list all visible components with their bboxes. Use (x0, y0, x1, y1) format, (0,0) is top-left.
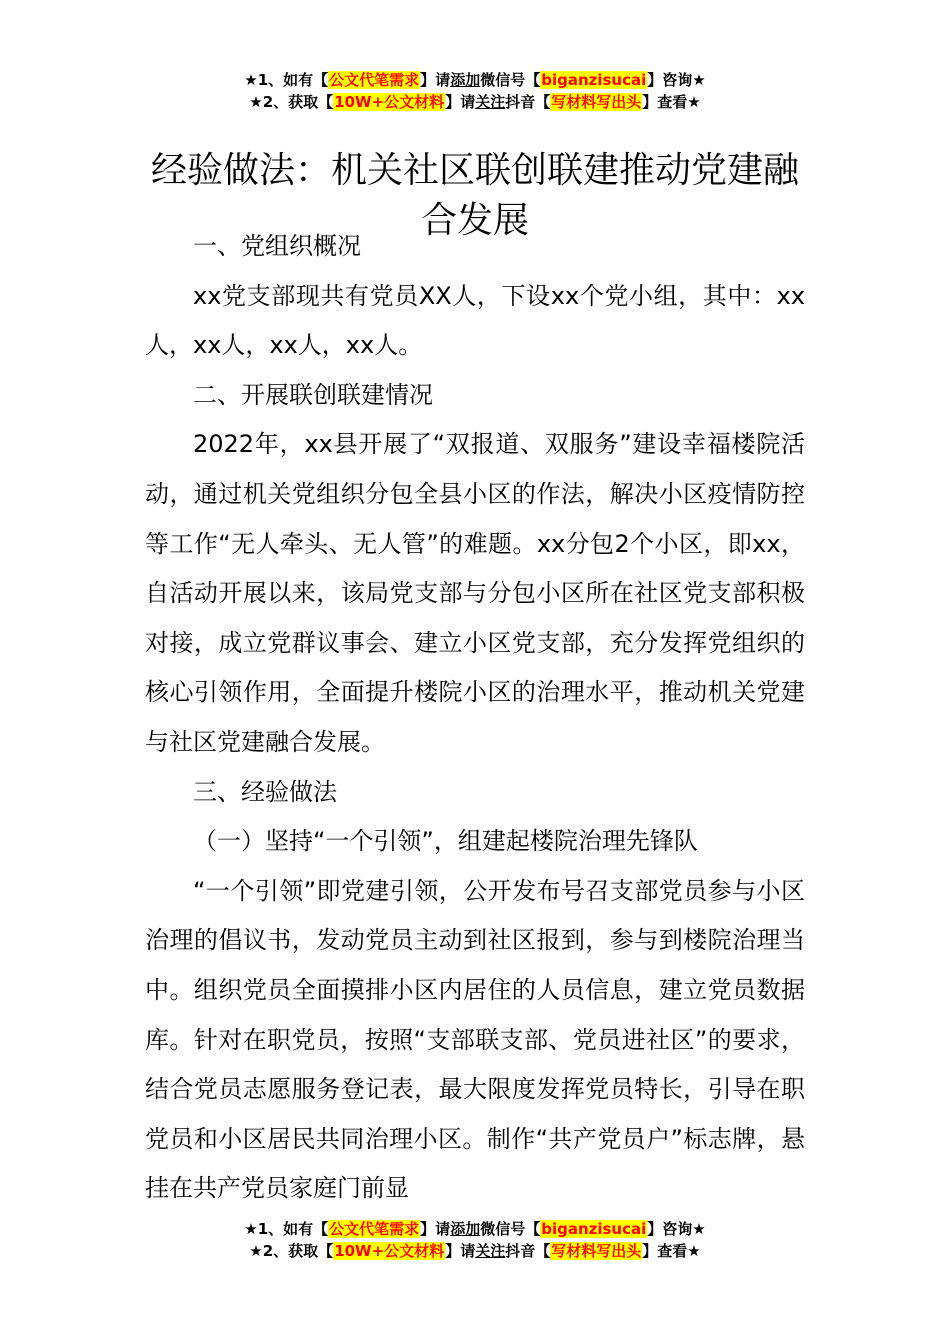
highlight-materials: 10W+公文材料 (334, 1242, 445, 1260)
document-body (145, 222, 805, 1214)
notice-line-1: ★1、如有【公文代笔需求】请添加微信号【biganzisucai】咨询★ (244, 1220, 706, 1238)
body-paragraph-2: 2022年，xx县开展了“双报道、双服务”建设幸福楼院活动，通过机关党组织分包全县小区的作法，解决小区疫情防控等工作“无人牵头、无人管”的难题。xx分包2个小区，即xx，自活动开展以来，该局党支部与分包小区所在社区党支部积极对接，成立党群议事会、建立小区党支部，充分发挥党组织的核心引领作用，全面提升楼院小区的治理水平，推动机关党建与社区党建融合发展。 (145, 430, 805, 756)
highlight-douyin: 写材料写出头 (551, 93, 642, 111)
section-heading-1: 一、党组织概况 (193, 232, 361, 260)
highlight-wechat-id: biganzisucai (541, 1220, 647, 1238)
highlight-wechat-id: biganzisucai (541, 71, 647, 89)
highlight-service: 公文代笔需求 (329, 1220, 420, 1238)
highlight-douyin: 写材料写出头 (551, 1242, 642, 1260)
document-title: 经验做法：机关社区联创联建推动党建融合发展 (150, 150, 799, 242)
highlight-service: 公文代笔需求 (329, 71, 420, 89)
notice-line-1: ★1、如有【公文代笔需求】请添加微信号【biganzisucai】咨询★ (244, 71, 706, 89)
header-notice (0, 69, 950, 113)
section-heading-2: 二、开展联创联建情况 (193, 380, 433, 409)
footer-notice (0, 1218, 950, 1262)
body-paragraph-3: “一个引领”即党建引领，公开发布号召支部党员参与小区治理的倡议书，发动党员主动到社区报到，参与到楼院治理当中。组织党员全面摸排小区内居住的人员信息，建立党员数据库。针对在职党员，按照“支部联支部、党员进社区”的要求，结合党员志愿服务登记表，最大限度发挥党员特长，引导在职党员和小区居民共同治理小区。制作“共产党员户”标志牌，悬挂在共产党员家庭门前显 (145, 876, 805, 1203)
highlight-materials: 10W+公文材料 (334, 93, 445, 111)
notice-line-2: ★2、获取【10W+公文材料】请关注抖音【写材料写出头】查看★ (249, 1242, 701, 1260)
subsection-heading-1: （一）坚持“一个引领”，组建起楼院治理先锋队 (193, 827, 698, 856)
notice-line-2: ★2、获取【10W+公文材料】请关注抖音【写材料写出头】查看★ (249, 93, 701, 111)
section-heading-3: 三、经验做法 (193, 777, 337, 806)
body-paragraph-1: xx党支部现共有党员XX人，下设xx个党小组，其中：xx人，xx人，xx人，xx人。 (145, 281, 805, 360)
